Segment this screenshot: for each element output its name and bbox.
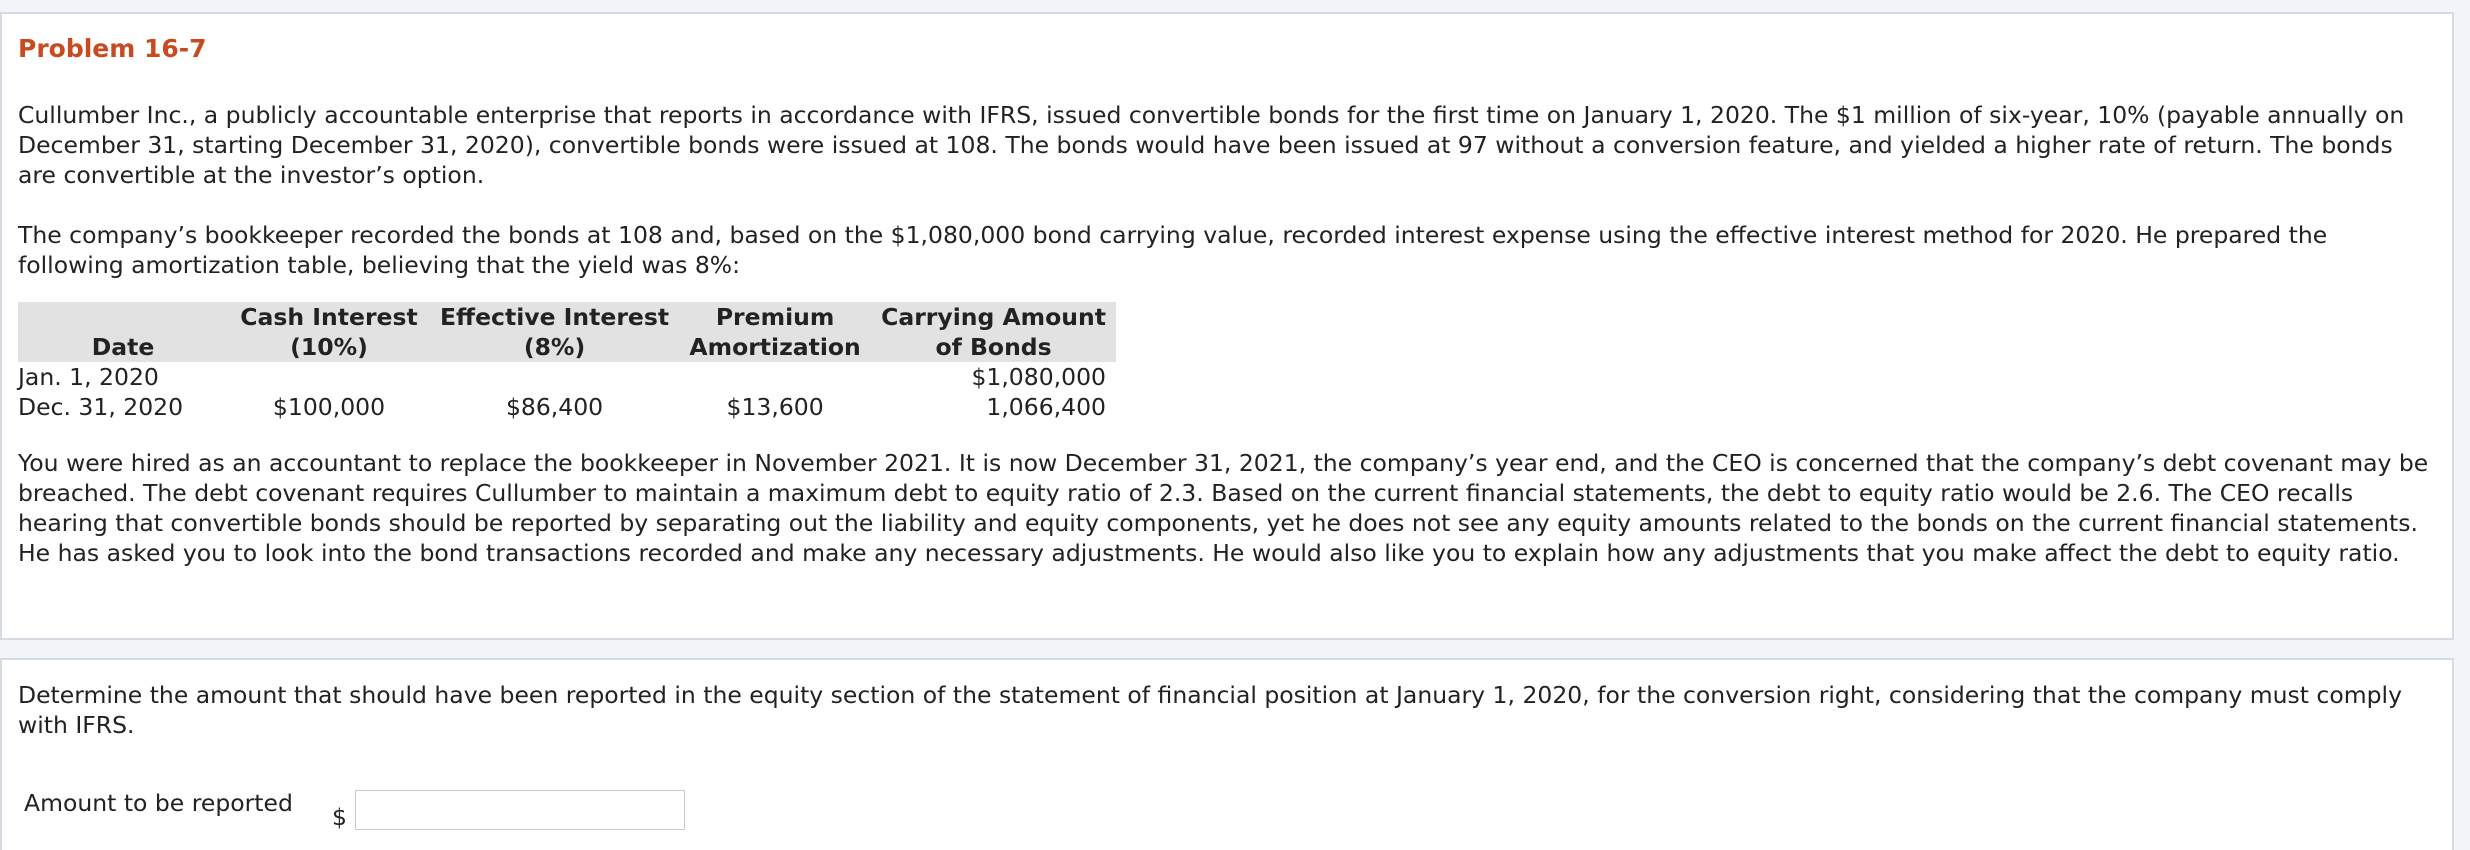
row-effective-interest [430,362,679,392]
question-panel [0,658,2454,850]
problem-title: Problem 16-7 [18,34,207,63]
row-carrying-amount: 1,066,400 [986,393,1106,421]
amortization-table [18,302,1116,422]
row-cash-interest [228,362,430,392]
header-carrying-amount: Carrying Amount of Bonds [881,303,1106,361]
problem-panel [0,12,2454,640]
answer-label: Amount to be reported [24,789,293,817]
problem-paragraph-2: The company’s bookkeeper recorded the bonds at 108 and, based on the $1,080,000 bond carrying value, recorded interest expense using the effective interest method for 2020. He prepared the following amortization table, believing that the yield was 8%: [18,221,2328,279]
table-row [18,362,1116,392]
currency-symbol: $ [332,803,347,831]
header-date: Date [91,333,155,361]
problem-paragraph-1: Cullumber Inc., a publicly accountable enterprise that reports in accordance with IFRS, issued convertible bonds for the first time on January 1, 2020. The $1 million of six-year, 10% (payable annually on December 31, starting December 31, 2020), convertible bonds were issued at 108. The bonds would have been issued at 97 without a conversion feature, and yielded a higher rate of return. The bonds are convertible at the investor’s option. [18,101,2405,189]
table-header-row [18,302,1116,362]
header-cash-interest: Cash Interest (10%) [240,303,418,361]
amount-input[interactable] [355,790,685,830]
row-premium-amortization: $13,600 [726,393,824,421]
header-premium-amortization: Premium Amortization [689,303,861,361]
row-premium-amortization [679,362,871,392]
question-text: Determine the amount that should have been reported in the equity section of the statement of financial position at January 1, 2020, for the conversion right, considering that the company must comply with IFRS. [18,681,2402,739]
header-effective-interest: Effective Interest (8%) [440,303,670,361]
table-row [18,392,1116,422]
row-cash-interest: $100,000 [272,393,386,421]
row-date: Dec. 31, 2020 [18,393,184,421]
problem-paragraph-3: You were hired as an accountant to replace the bookkeeper in November 2021. It is now December 31, 2021, the company’s year end, and the CEO is concerned that the company’s debt covenant may be breached. The debt covenant requires Cullumber to maintain a maximum debt to equity ratio of 2.3. Based on the current financial statements, the debt to equity ratio would be 2.6. The CEO recalls hearing that convertible bonds should be reported by separating out the liability and equity components, yet he does not see any equity amounts related to the bonds on the current financial statements. He has asked you to look into the bond transactions recorded and make any necessary adjustments. He would also like you to explain how any adjustments that you make affect the debt to equity ratio. [18,449,2429,567]
row-date: Jan. 1, 2020 [18,363,159,391]
row-effective-interest: $86,400 [505,393,604,421]
row-carrying-amount: $1,080,000 [971,363,1106,391]
